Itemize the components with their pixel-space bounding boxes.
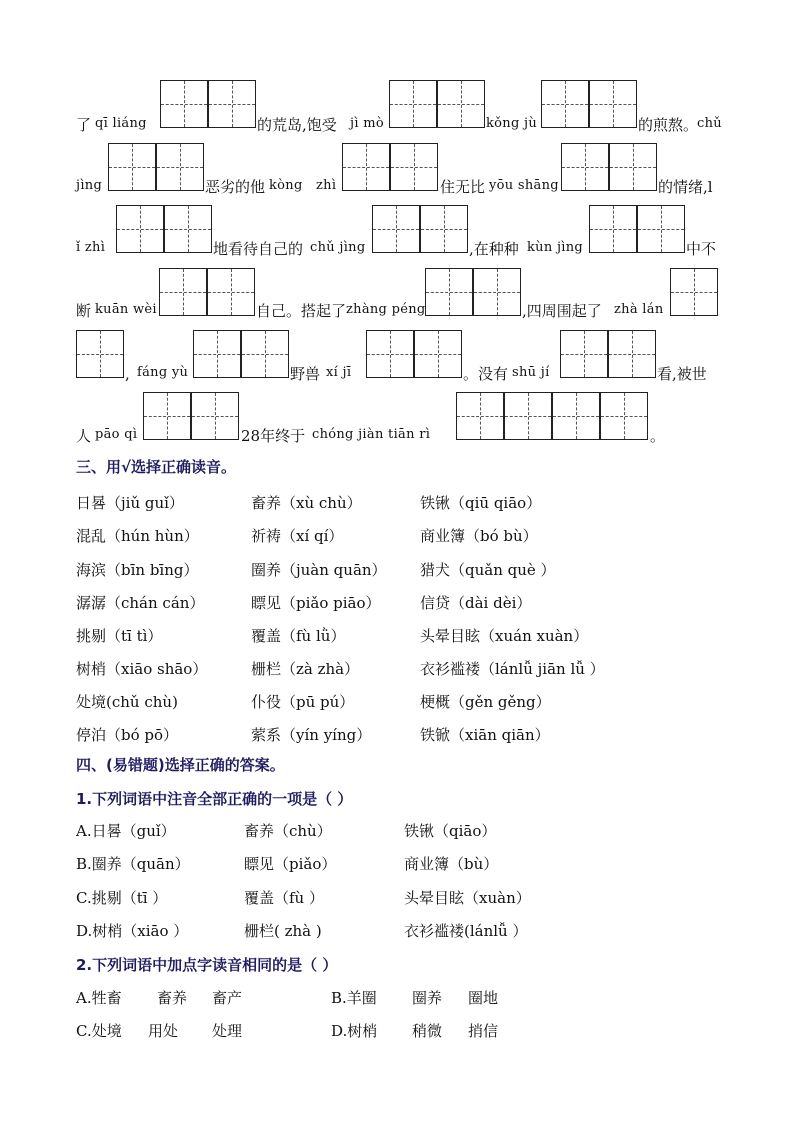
word-choice[interactable]: 瞟见（piǎo piāo） bbox=[251, 594, 381, 612]
pinyin: ǐ zhì bbox=[76, 240, 106, 255]
text: 的荒岛,饱受 bbox=[257, 116, 337, 134]
pinyin: kòng bbox=[269, 178, 303, 193]
word-choice[interactable]: 梗概（gěn gěng） bbox=[420, 693, 551, 711]
option: 商业簿（bù） bbox=[404, 855, 499, 873]
text: 了 bbox=[76, 116, 92, 134]
writing-box[interactable] bbox=[637, 205, 685, 253]
text: 的情绪,l bbox=[658, 178, 713, 196]
pinyin: shū jí bbox=[512, 365, 550, 380]
word-choice[interactable]: 萦系（yín yíng） bbox=[251, 726, 372, 744]
pinyin: chǔ jìng bbox=[310, 240, 366, 255]
option: 头晕目眩（xuàn） bbox=[404, 889, 531, 907]
word-choice[interactable]: 铁锹（qiū qiāo） bbox=[420, 494, 542, 512]
writing-box[interactable] bbox=[372, 205, 420, 253]
section-3-title: 三、用√选择正确读音。 bbox=[76, 458, 237, 476]
option-word: 捎信 bbox=[468, 1022, 499, 1040]
writing-box[interactable] bbox=[670, 268, 718, 316]
writing-box[interactable] bbox=[191, 392, 239, 440]
writing-box[interactable] bbox=[208, 80, 256, 128]
pinyin: kǒng jù bbox=[486, 116, 538, 131]
word-choice[interactable]: 畜养（xù chù） bbox=[251, 494, 362, 512]
word-choice[interactable]: 处境(chǔ chù) bbox=[76, 693, 178, 711]
section-4-title: 四、(易错题)选择正确的答案。 bbox=[76, 756, 285, 774]
writing-box[interactable] bbox=[552, 392, 600, 440]
writing-box[interactable] bbox=[414, 330, 462, 378]
writing-box[interactable] bbox=[600, 392, 648, 440]
option[interactable]: B.圈养（quān） bbox=[76, 855, 190, 873]
pinyin: pāo qì bbox=[95, 427, 138, 442]
pinyin: zhàng péng bbox=[346, 302, 426, 317]
writing-box[interactable] bbox=[425, 268, 473, 316]
writing-box[interactable] bbox=[159, 268, 207, 316]
pinyin: xí jī bbox=[326, 365, 352, 380]
writing-box[interactable] bbox=[389, 80, 437, 128]
writing-box[interactable] bbox=[473, 268, 521, 316]
word-choice[interactable]: 祈祷（xí qí） bbox=[251, 527, 344, 545]
writing-box[interactable] bbox=[366, 330, 414, 378]
word-choice[interactable]: 头晕目眩（xuán xuàn） bbox=[420, 627, 589, 645]
pinyin: chóng jiàn tiān rì bbox=[312, 427, 431, 442]
word-choice[interactable]: 海滨（bīn bīng） bbox=[76, 561, 199, 579]
text: ,四周围起了 bbox=[522, 302, 602, 320]
word-choice[interactable]: 信贷（dài dèi） bbox=[420, 594, 532, 612]
writing-box[interactable] bbox=[420, 205, 468, 253]
text: 自己。搭起了 bbox=[256, 302, 347, 320]
writing-box[interactable] bbox=[116, 205, 164, 253]
pinyin: zhì bbox=[316, 178, 337, 193]
pinyin: kùn jìng bbox=[527, 240, 584, 255]
text: 断 bbox=[76, 302, 92, 320]
writing-box[interactable] bbox=[156, 143, 204, 191]
pinyin: kuān wèi bbox=[95, 302, 157, 317]
word-choice[interactable]: 仆役（pū pú） bbox=[251, 693, 355, 711]
option-word: 处理 bbox=[212, 1022, 243, 1040]
text: 住无比 bbox=[440, 178, 486, 196]
writing-box[interactable] bbox=[143, 392, 191, 440]
option: 覆盖（fù ） bbox=[244, 889, 324, 907]
word-choice[interactable]: 铁锨（xiān qiān） bbox=[420, 726, 550, 744]
text: 野兽 bbox=[290, 365, 321, 383]
text: 恶劣的他 bbox=[205, 178, 266, 196]
writing-box[interactable] bbox=[390, 143, 438, 191]
writing-box[interactable] bbox=[560, 330, 608, 378]
pinyin: qī liáng bbox=[95, 116, 147, 131]
writing-box[interactable] bbox=[108, 143, 156, 191]
writing-box[interactable] bbox=[609, 143, 657, 191]
text: 的煎熬。 bbox=[638, 116, 699, 134]
pinyin: yōu shāng bbox=[489, 178, 559, 193]
option[interactable]: A.日晷（guǐ） bbox=[76, 822, 176, 840]
writing-box[interactable] bbox=[608, 330, 656, 378]
text: 人 bbox=[76, 427, 92, 445]
writing-box[interactable] bbox=[207, 268, 255, 316]
word-choice[interactable]: 停泊（bó pō） bbox=[76, 726, 179, 744]
writing-box[interactable] bbox=[241, 330, 289, 378]
writing-box[interactable] bbox=[541, 80, 589, 128]
option: 衣衫褴褛(lánlǚ ） bbox=[404, 922, 528, 940]
text: , bbox=[125, 365, 130, 383]
option-word: 畜养 bbox=[157, 989, 188, 1007]
word-choice[interactable]: 栅栏（zà zhà） bbox=[251, 660, 360, 678]
text: 。没有 bbox=[463, 365, 509, 383]
writing-box[interactable] bbox=[561, 143, 609, 191]
writing-box[interactable] bbox=[504, 392, 552, 440]
option[interactable]: C.挑剔（tī ） bbox=[76, 889, 168, 907]
word-choice[interactable]: 圈养（juàn quān） bbox=[251, 561, 387, 579]
word-choice[interactable]: 挑剔（tī tì） bbox=[76, 627, 163, 645]
option: 铁锹（qiāo） bbox=[404, 822, 497, 840]
writing-box[interactable] bbox=[160, 80, 208, 128]
writing-box[interactable] bbox=[456, 392, 504, 440]
writing-box[interactable] bbox=[342, 143, 390, 191]
option-word: 畜产 bbox=[212, 989, 243, 1007]
option: 畜养（chù） bbox=[244, 822, 332, 840]
pinyin: chǔ bbox=[697, 116, 722, 131]
text: ,在种种 bbox=[469, 240, 519, 258]
option: 瞟见（piǎo） bbox=[244, 855, 337, 873]
text: 。 bbox=[650, 427, 666, 445]
writing-box[interactable] bbox=[164, 205, 212, 253]
text: 地看待自己的 bbox=[213, 240, 304, 258]
question-2: 2.下列词语中加点字读音相同的是（ ） bbox=[76, 956, 338, 974]
pinyin: zhà lán bbox=[614, 302, 664, 317]
option[interactable]: B.羊圈 bbox=[331, 989, 377, 1007]
text: 看,被世 bbox=[657, 365, 707, 383]
pinyin: fáng yù bbox=[137, 365, 189, 380]
text: 28年终于 bbox=[241, 427, 306, 445]
pinyin: jìng bbox=[76, 178, 103, 193]
word-choice[interactable]: 日晷（jiǔ guǐ） bbox=[76, 494, 184, 512]
option[interactable]: D.树梢 bbox=[331, 1022, 378, 1040]
text: 中不 bbox=[686, 240, 717, 258]
option[interactable]: A.牲畜 bbox=[76, 989, 122, 1007]
question-1: 1.下列词语中注音全部正确的一项是（ ） bbox=[76, 790, 353, 808]
word-choice[interactable]: 衣衫褴褛（lánlǚ jiān lǚ ） bbox=[420, 660, 605, 678]
writing-box[interactable] bbox=[589, 205, 637, 253]
option-word: 圈地 bbox=[468, 989, 499, 1007]
option-word: 用处 bbox=[148, 1022, 179, 1040]
writing-box[interactable] bbox=[193, 330, 241, 378]
word-choice[interactable]: 潺潺（chán cán） bbox=[76, 594, 205, 612]
option[interactable]: D.树梢（xiāo ） bbox=[76, 922, 189, 940]
word-choice[interactable]: 覆盖（fù lǜ） bbox=[251, 627, 346, 645]
option-word: 稍微 bbox=[412, 1022, 443, 1040]
writing-box[interactable] bbox=[589, 80, 637, 128]
writing-box[interactable] bbox=[437, 80, 485, 128]
option-word: 圈养 bbox=[412, 989, 443, 1007]
word-choice[interactable]: 树梢（xiāo shāo） bbox=[76, 660, 208, 678]
word-choice[interactable]: 混乱（hún hùn） bbox=[76, 527, 199, 545]
option: 栅栏( zhà ) bbox=[244, 922, 322, 940]
option[interactable]: C.处境 bbox=[76, 1022, 122, 1040]
word-choice[interactable]: 商业簿（bó bù） bbox=[420, 527, 538, 545]
word-choice[interactable]: 猎犬（quǎn què ） bbox=[420, 561, 556, 579]
pinyin: jì mò bbox=[350, 116, 384, 131]
writing-box[interactable] bbox=[76, 330, 124, 378]
